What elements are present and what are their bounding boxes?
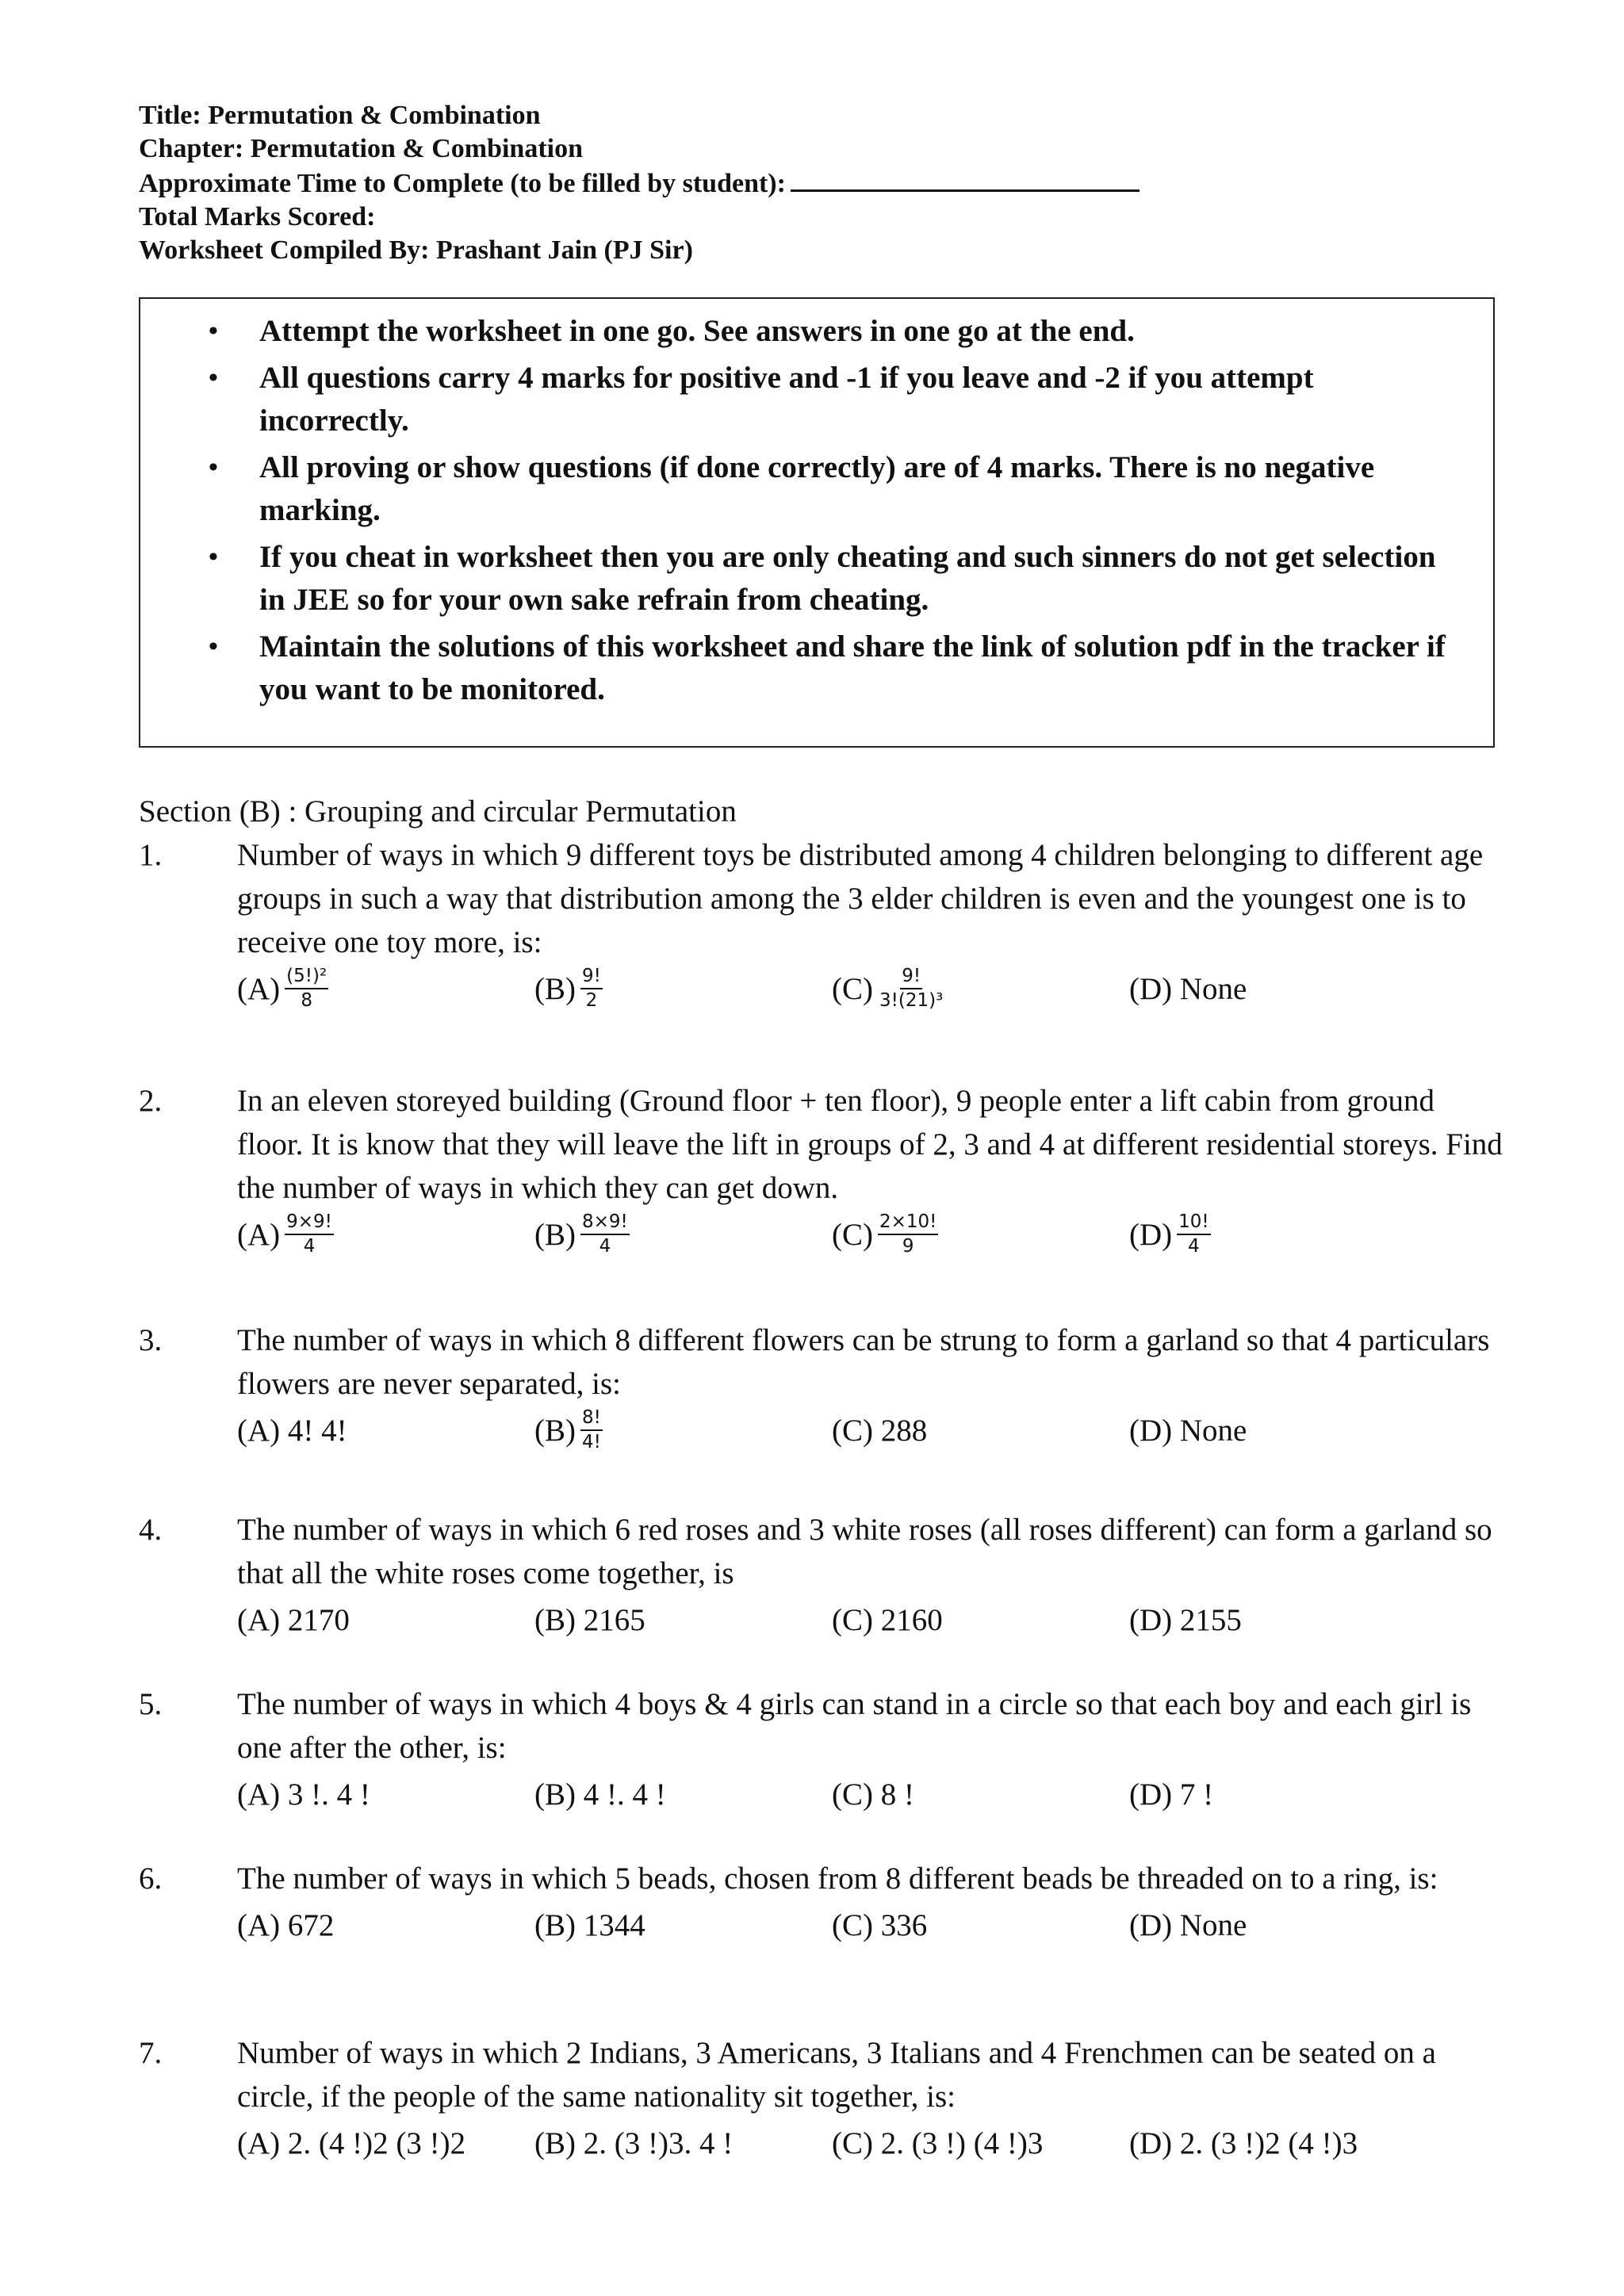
denominator: 4 [1188, 1236, 1200, 1257]
bullet-icon: • [209, 453, 218, 482]
option-label: (B) 2165 [534, 1602, 645, 1637]
option-label: (D) 2. (3 !)2 (4 !)3 [1129, 2126, 1358, 2160]
instruction-text: Attempt the worksheet in one go. See answers in one go at the end. [259, 314, 1135, 348]
time-label: Approximate Time to Complete (to be filled by student): [139, 169, 786, 198]
question-number: 7. [139, 2036, 163, 2070]
question-text: The number of ways in which 6 red roses and 3 white roses (all roses different) can form a garland so that all the white roses come together, is [237, 1513, 1492, 1590]
denominator: 9 [902, 1236, 914, 1257]
options-row [237, 1595, 1503, 1644]
option-label: (B) 1344 [534, 1908, 645, 1942]
option-b[interactable] [534, 1770, 666, 1819]
option-label: (A) [237, 1217, 281, 1252]
options-row [237, 2118, 1503, 2168]
instruction-item [140, 626, 1493, 711]
option-a[interactable] [237, 964, 328, 1013]
options-row [237, 1900, 1503, 1950]
option-b[interactable] [534, 1900, 645, 1950]
options-row [237, 964, 1503, 1013]
option-c[interactable] [832, 964, 944, 1013]
option-label: (D) None [1129, 971, 1247, 1006]
bullet-icon: • [209, 632, 218, 661]
question-number: 5. [139, 1687, 163, 1721]
bullet-icon: • [209, 542, 218, 572]
question-1 [139, 833, 1503, 1013]
marks-line: Total Marks Scored: [139, 202, 376, 232]
option-label: (A) 4! 4! [237, 1413, 347, 1448]
numerator: 9! [900, 966, 922, 989]
option-label: (D) [1129, 1217, 1173, 1252]
option-a[interactable] [237, 1900, 334, 1950]
options-row [237, 1210, 1503, 1259]
question-text: The number of ways in which 5 beads, chosen from 8 different beads be threaded on to a ring, is: [237, 1862, 1438, 1896]
question-number: 4. [139, 1513, 163, 1547]
numerator: 8×9! [580, 1211, 630, 1235]
option-d[interactable] [1129, 1900, 1247, 1950]
title-line: Title: Permutation & Combination [139, 101, 541, 130]
section-title: Section (B) : Grouping and circular Permutation [139, 794, 737, 828]
option-b[interactable] [534, 2118, 733, 2168]
option-label: (A) 2. (4 !)2 (3 !)2 [237, 2126, 466, 2160]
option-label: (C) 2. (3 !) (4 !)3 [832, 2126, 1044, 2160]
option-label: (C) [832, 971, 873, 1006]
option-c[interactable] [832, 1770, 914, 1819]
option-label: (C) 336 [832, 1908, 928, 1942]
option-d[interactable] [1129, 964, 1247, 1013]
compiled-line: Worksheet Compiled By: Prashant Jain (PJ Sir) [139, 235, 693, 265]
option-b[interactable] [534, 964, 603, 1013]
option-label: (B) [534, 1217, 576, 1252]
option-d[interactable] [1129, 1595, 1242, 1644]
question-text: The number of ways in which 4 boys & 4 girls can stand in a circle so that each boy and each girl is one after the other, is: [237, 1687, 1472, 1765]
option-c[interactable] [832, 1595, 943, 1644]
instructions-box [139, 297, 1495, 748]
option-c[interactable] [832, 1406, 927, 1455]
option-label: (B) 4 !. 4 ! [534, 1777, 666, 1812]
option-label: (A) [237, 971, 281, 1006]
denominator: 4! [582, 1432, 601, 1452]
option-c[interactable] [832, 2118, 1043, 2168]
question-6 [139, 1857, 1503, 1950]
option-c[interactable] [832, 1210, 938, 1259]
instruction-item [140, 357, 1493, 442]
option-label: (C) 8 ! [832, 1777, 914, 1812]
numerator: 8! [580, 1407, 603, 1431]
instruction-text: Maintain the solutions of this worksheet and share the link of solution pdf in the tracker if you want to be monitored. [259, 629, 1446, 706]
time-line [139, 166, 1139, 201]
option-b[interactable] [534, 1595, 645, 1644]
question-7 [139, 2031, 1503, 2168]
question-number: 3. [139, 1323, 163, 1357]
numerator: 9! [580, 966, 603, 989]
option-d[interactable] [1129, 1406, 1247, 1455]
option-label: (D) 7 ! [1129, 1777, 1214, 1812]
numerator: 9×9! [285, 1211, 334, 1235]
numerator: 2×10! [878, 1211, 938, 1235]
question-number: 2. [139, 1084, 163, 1118]
question-text: Number of ways in which 9 different toys be distributed among 4 children belonging to different age groups in such a way that distribution among the 3 elder children is even and the youngest one is to receive one toy more, is: [237, 838, 1484, 959]
question-text: The number of ways in which 8 different flowers can be strung to form a garland so that 4 particulars flowers are never separated, is: [237, 1323, 1490, 1401]
bullet-icon: • [209, 316, 218, 346]
question-text: Number of ways in which 2 Indians, 3 Americans, 3 Italians and 4 Frenchmen can be seated on a circle, if the people of the same nationality sit together, is: [237, 2036, 1436, 2114]
fraction [285, 1211, 334, 1257]
fraction [580, 1211, 630, 1257]
chapter-line: Chapter: Permutation & Combination [139, 134, 584, 163]
option-a[interactable] [237, 1210, 334, 1259]
option-label: (C) [832, 1217, 873, 1252]
denominator: 4 [599, 1236, 611, 1257]
numerator: (5!)² [285, 966, 328, 989]
option-label: (C) 2160 [832, 1602, 943, 1637]
option-b[interactable] [534, 1406, 603, 1455]
option-label: (B) [534, 971, 576, 1006]
option-b[interactable] [534, 1210, 630, 1259]
question-2 [139, 1079, 1503, 1259]
instruction-item [140, 446, 1493, 532]
question-text: In an eleven storeyed building (Ground floor + ten floor), 9 people enter a lift cabin from ground floor. It is know that they will leave the lift in groups of 2, 3 and 4 at different residential storeys. Find the number of ways in which they can get down. [237, 1084, 1503, 1205]
fraction [878, 1211, 938, 1257]
option-label: (D) None [1129, 1908, 1247, 1942]
option-label: (A) 2170 [237, 1602, 350, 1637]
numerator: 10! [1177, 1211, 1211, 1235]
option-d[interactable] [1129, 1770, 1213, 1819]
instruction-text: All proving or show questions (if done correctly) are of 4 marks. There is no negative marking. [259, 450, 1375, 527]
time-blank-field[interactable] [791, 166, 1139, 192]
bullet-icon: • [209, 363, 218, 392]
option-label: (A) 672 [237, 1908, 335, 1942]
question-3 [139, 1318, 1503, 1455]
option-label: (C) 288 [832, 1413, 928, 1448]
instruction-text: All questions carry 4 marks for positive and -1 if you leave and -2 if you attempt incorrectly. [259, 361, 1314, 438]
option-label: (B) 2. (3 !)3. 4 ! [534, 2126, 733, 2160]
option-d[interactable] [1129, 2118, 1358, 2168]
fraction [285, 966, 328, 1012]
fraction [580, 966, 603, 1012]
denominator: 3!(21)³ [879, 990, 944, 1011]
fraction [1177, 1211, 1211, 1257]
option-a[interactable] [237, 1406, 347, 1455]
instruction-text: If you cheat in worksheet then you are only cheating and such sinners do not get selection in JEE so for your own sake refrain from cheating. [259, 540, 1436, 617]
denominator: 2 [585, 990, 598, 1011]
option-label: (D) 2155 [1129, 1602, 1242, 1637]
question-4 [139, 1508, 1503, 1644]
instruction-item [140, 310, 1493, 353]
option-d[interactable] [1129, 1210, 1211, 1259]
question-number: 1. [139, 838, 163, 872]
question-5 [139, 1682, 1503, 1819]
options-row [237, 1770, 1503, 1819]
question-number: 6. [139, 1862, 163, 1896]
option-label: (D) None [1129, 1413, 1247, 1448]
options-row [237, 1406, 1503, 1455]
option-a[interactable] [237, 2118, 465, 2168]
denominator: 4 [303, 1236, 316, 1257]
fraction [580, 1407, 603, 1453]
instruction-item [140, 536, 1493, 622]
option-c[interactable] [832, 1900, 927, 1950]
denominator: 8 [301, 990, 312, 1011]
option-a[interactable] [237, 1595, 350, 1644]
option-label: (A) 3 !. 4 ! [237, 1777, 370, 1812]
worksheet-header [139, 99, 1139, 267]
fraction [878, 966, 944, 1012]
option-label: (B) [534, 1413, 576, 1448]
option-a[interactable] [237, 1770, 370, 1819]
